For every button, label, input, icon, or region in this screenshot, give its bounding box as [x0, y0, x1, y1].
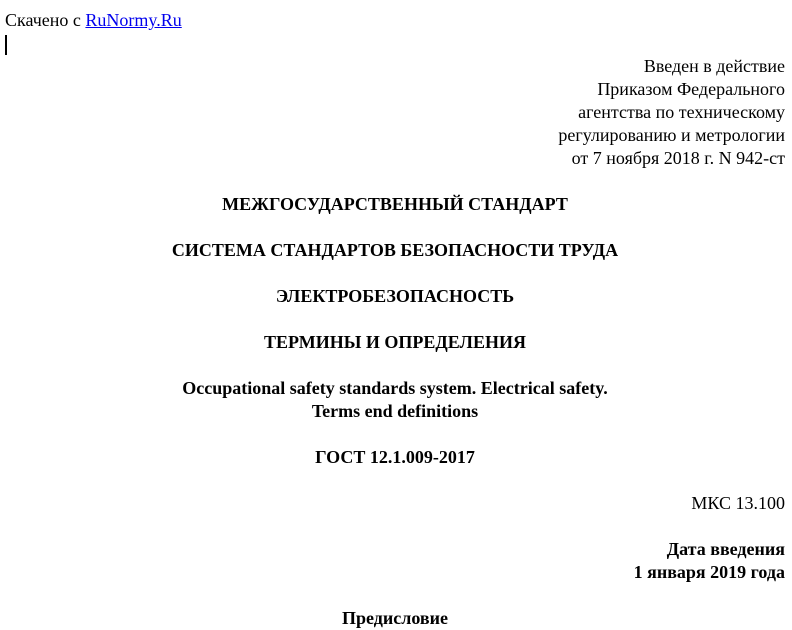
standard-system-heading: СИСТЕМА СТАНДАРТОВ БЕЗОПАСНОСТИ ТРУДА — [171, 240, 619, 260]
approval-block — [558, 55, 785, 170]
standard-section-heading: ТЕРМИНЫ И ОПРЕДЕЛЕНИЯ — [264, 332, 526, 352]
standard-subject-heading: ЭЛЕКТРОБЕЗОПАСНОСТЬ — [275, 286, 515, 306]
english-title-line: Occupational safety standards system. Electrical safety. — [182, 378, 608, 398]
english-title — [0, 377, 790, 423]
intro-date-label: Дата введения — [666, 539, 785, 559]
approval-line: Приказом Федерального — [597, 79, 785, 99]
approval-line: Введен в действие — [643, 56, 785, 76]
approval-line: регулированию и метрологии — [558, 125, 785, 145]
foreword-heading: Предисловие — [342, 608, 448, 628]
intro-date-value: 1 января 2019 года — [633, 562, 785, 582]
mks-code: МКС 13.100 — [691, 493, 785, 513]
english-title-line: Terms end definitions — [311, 401, 479, 421]
intro-date-block — [634, 538, 785, 584]
source-link[interactable]: RuNormy.Ru — [85, 10, 182, 30]
gost-code: ГОСТ 12.1.009-2017 — [315, 447, 475, 467]
source-line — [5, 9, 182, 32]
source-prefix: Скачено с — [5, 10, 86, 30]
approval-line: агентства по техническому — [578, 102, 785, 122]
text-cursor — [5, 35, 7, 55]
approval-line: от 7 ноября 2018 г. N 942-ст — [571, 148, 785, 168]
standard-type-heading: МЕЖГОСУДАРСТВЕННЫЙ СТАНДАРТ — [222, 194, 568, 214]
